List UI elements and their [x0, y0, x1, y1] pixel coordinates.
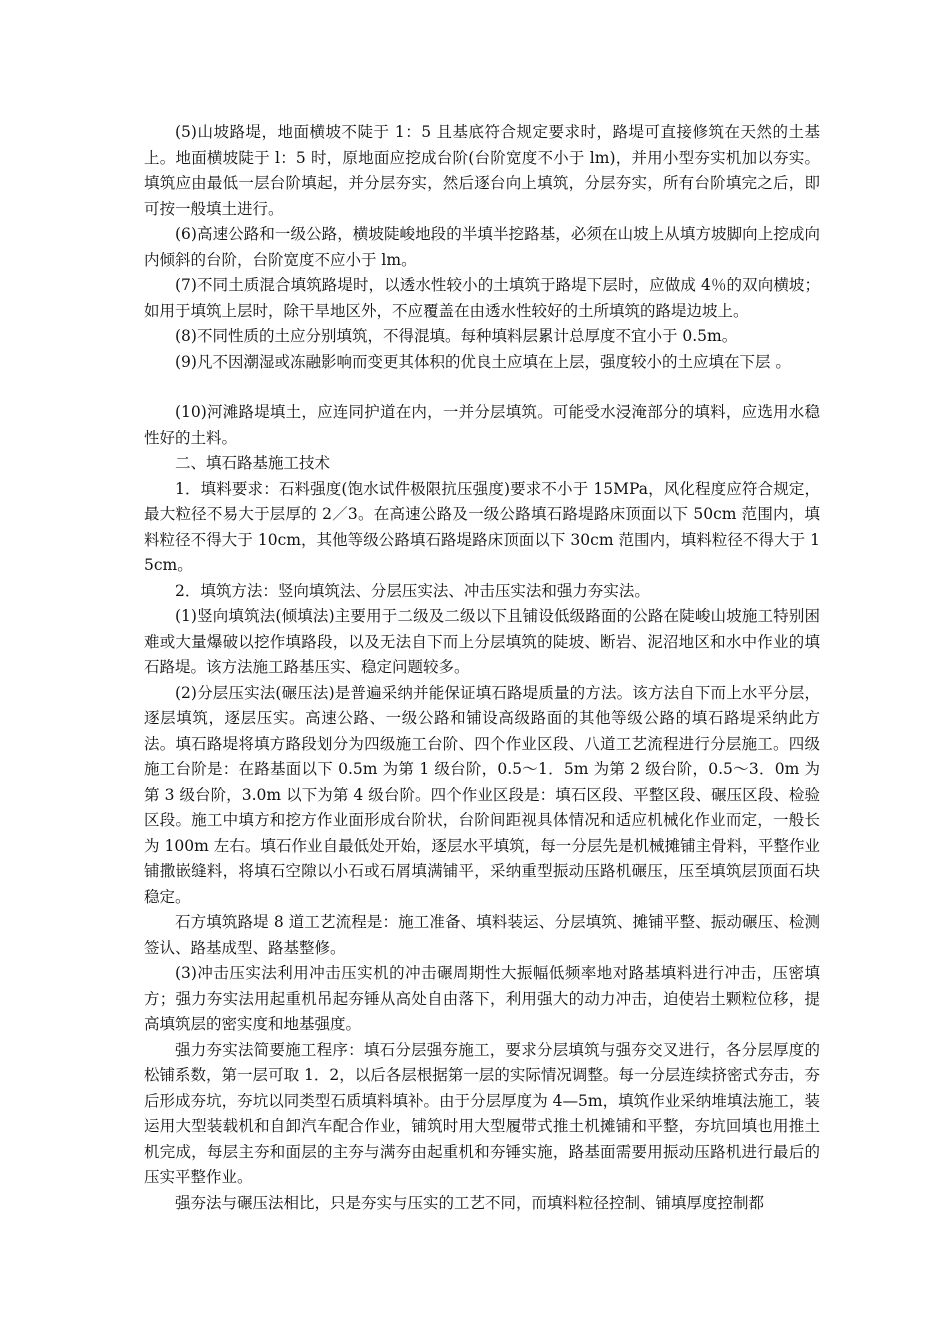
paragraph-dynamic-compaction: 强力夯实法简要施工程序：填石分层强夯施工，要求分层填筑与强夯交叉进行，各分层厚度的松铺系数，第一层可取 1．2，以后各层根据第一层的实际情况调整。每一分层连续挤密式夯击，夯后形成夯坑，夯坑以同类型石质填料填补。由于分层厚度为 4—5m，填筑作业采纳堆填法施工，装运用大型装载机和自卸汽车配合作业，铺筑时用大型履带式推土机摊铺和平整，夯坑回填也用推土机完成，每层主夯和面层的主夯与满夯由起重机和夯锤实施，路基面需要用振动压路机进行最后的压实平整作业。	[144, 1040, 820, 1186]
paragraph-7-mixed-soil: (7)不同土质混合填筑路堤时，以透水性较小的土填筑于路堤下层时，应做成 4％的双向横坡；如用于填筑上层时，除干旱地区外，不应覆盖在由透水性较好的土所填筑的路堤边坡上。	[144, 276, 820, 320]
blank-line	[144, 375, 820, 400]
paragraph-vertical-fill: (1)竖向填筑法(倾填法)主要用于二级及二级以下且铺设低级路面的公路在陡峻山坡施工特别困难或大量爆破以挖作填路段，以及无法自下而上分层填筑的陡坡、断岩、泥沼地区和水中作业的填石路堤。该方法施工路基压实、稳定问题较多。	[144, 607, 820, 676]
paragraph-5-mountain-embankment: (5)山坡路堤，地面横坡不陡于 1：5 且基底符合规定要求时，路堤可直接修筑在天然的土基上。地面横坡陡于 l：5 时，原地面应挖成台阶(台阶宽度不小于 lm)，并用小型夯实机加以夯实。填筑应由最低一层台阶填起，并分层夯实，然后逐台向上填筑，分层夯实，所有台阶填完之后，即可按一般填土进行。	[144, 123, 820, 218]
paragraph-9-soil-layers: (9)凡不因潮湿或冻融影响而变更其体积的优良土应填在上层，强度较小的土应填在下层 。	[175, 352, 791, 371]
section-heading-rock-fill: 二、填石路基施工技术	[175, 454, 331, 472]
paragraph-fill-requirements: 1．填料要求：石料强度(饱水试件极限抗压强度)要求不小于 15MPa，风化程度应符合规定，最大粒径不易大于层厚的 2／3。在高速公路及一级公路填石路堤路床顶面以下 50cm 范围内，填料粒径不得大于 10cm，其他等级公路填石路堤路床顶面以下 30cm 范围内，填料粒径不得大于 15cm。	[144, 479, 820, 574]
paragraph-10-riverbank: (10)河滩路堤填土，应连同护道在内，一并分层填筑。可能受水浸淹部分的填料，应选用水稳性好的土料。	[144, 403, 820, 447]
document-body	[144, 120, 820, 1216]
paragraph-layered-compaction: (2)分层压实法(碾压法)是普遍采纳并能保证填石路堤质量的方法。该方法自下而上水平分层，逐层填筑，逐层压实。高速公路、一级公路和铺设高级路面的其他等级公路的填石路堤采纳此方法。填石路堤将填方路段划分为四级施工台阶、四个作业区段、八道工艺流程进行分层施工。四级施工台阶是：在路基面以下 0.5m 为第 1 级台阶，0.5～1．5m 为第 2 级台阶，0.5～3．0m 为第 3 级台阶，3.0m 以下为第 4 级台阶。四个作业区段是：填石区段、平整区段、碾压区段、检验区段。施工中填方和挖方作业面形成台阶状，台阶间距视具体情况和适应机械化作业而定，一般长为 100m 左右。填石作业自最低处开始，逐层水平填筑，每一分层先是机械摊铺主骨料，平整作业铺撒嵌缝料，将填石空隙以小石或石屑填满铺平，采纳重型振动压路机碾压，压至填筑层顶面石块稳定。	[144, 683, 820, 906]
paragraph-comparison: 强夯法与碾压法相比，只是夯实与压实的工艺不同，而填料粒径控制、铺填厚度控制都	[175, 1193, 765, 1212]
paragraph-fill-methods: 2．填筑方法：竖向填筑法、分层压实法、冲击压实法和强力夯实法。	[175, 581, 650, 600]
paragraph-8-separate-fill: (8)不同性质的土应分别填筑，不得混填。每种填料层累计总厚度不宜小于 0.5m。	[175, 327, 738, 345]
paragraph-impact-compaction: (3)冲击压实法利用冲击压实机的冲击碾周期性大振幅低频率地对路基填料进行冲击，压密填方；强力夯实法用起重机吊起夯锤从高处自由落下，利用强大的动力冲击，迫使岩土颗粒位移，提高填筑层的密实度和地基强度。	[144, 964, 820, 1033]
paragraph-eight-processes: 石方填筑路堤 8 道工艺流程是：施工准备、填料装运、分层填筑、摊铺平整、振动碾压、检测签认、路基成型、路基整修。	[144, 913, 820, 957]
paragraph-6-steep-slope: (6)高速公路和一级公路，横坡陡峻地段的半填半挖路基，必须在山坡上从填方坡脚向上挖成向内倾斜的台阶，台阶宽度不应小于 lm。	[144, 225, 820, 269]
